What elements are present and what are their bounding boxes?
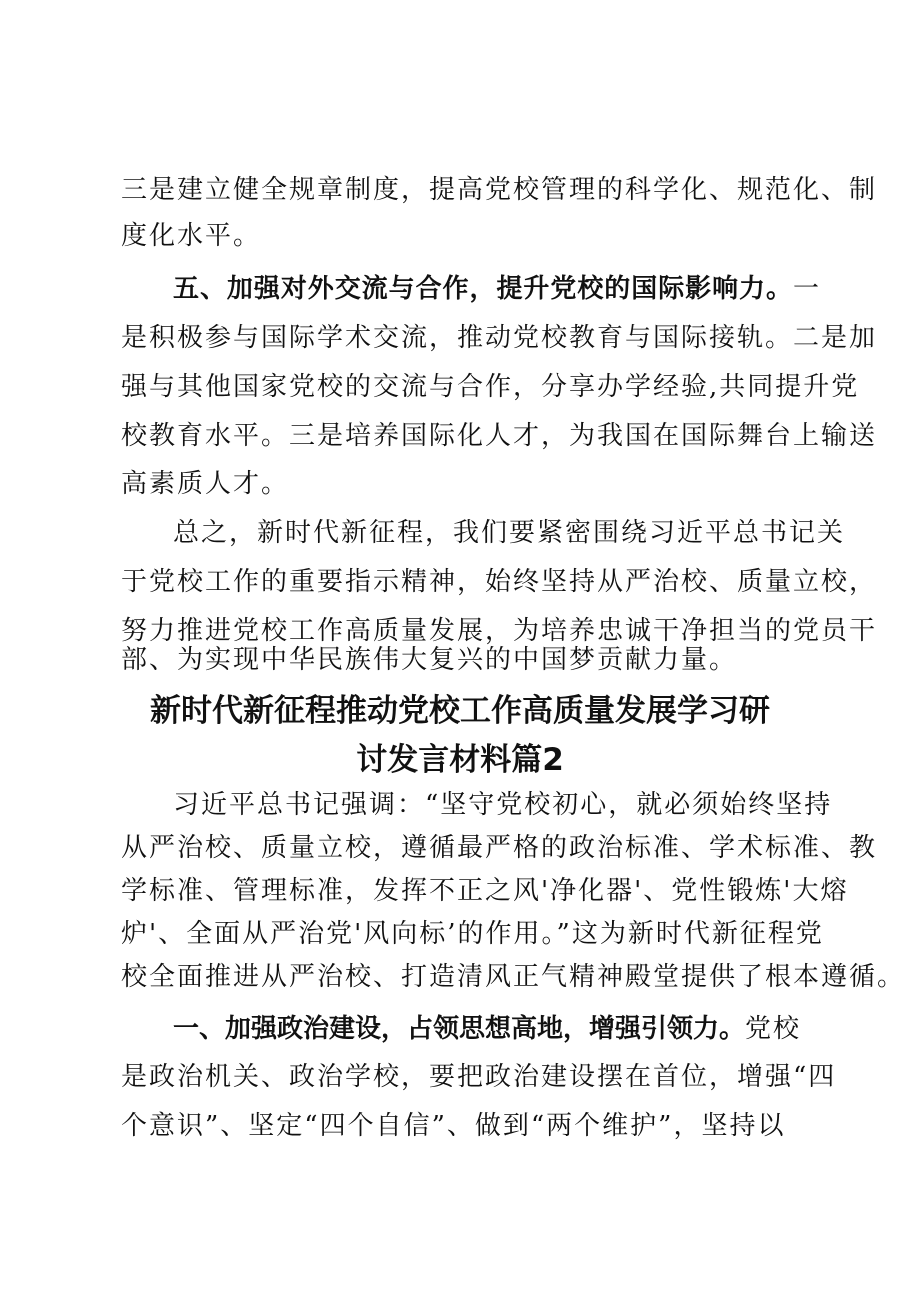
paragraph-text: 一 <box>792 274 821 304</box>
paragraph-line: 三是建立健全规章制度，提高党校管理的科学化、规范化、制 <box>121 175 878 205</box>
paragraph-line: 于党校工作的重要指示精神，始终坚持从严治校、质量立校， <box>121 567 878 597</box>
paragraph-line: 个意识”、坚定“四个自信”、做到“两个维护”，坚持以 <box>121 1111 786 1141</box>
paragraph-line: 炉'、全面从严治党'风向标’的作用。”这为新时代新征程党 <box>121 919 824 949</box>
paragraph-line <box>173 1009 833 1049</box>
paragraph-line: 校全面推进从严治校、打造清风正气精神殿堂提供了根本遵循。 <box>121 962 906 992</box>
paragraph-line: 是政治机关、政治学校，要把政治建设摆在首位，增强“四 <box>121 1062 837 1092</box>
paragraph-text: 党校 <box>745 1014 802 1044</box>
section-heading: 五、加强对外交流与合作，提升党校的国际影响力。 <box>173 274 793 304</box>
paragraph-line <box>173 269 821 309</box>
paragraph-line: 部、为实现中华民族伟大复兴的中国梦贡献力量。 <box>121 645 738 675</box>
paragraph-line: 度化水平。 <box>121 221 262 251</box>
paragraph-line: 学标准、管理标准，发挥不正之风'净化器'、党性锻炼'大熔 <box>121 876 849 906</box>
paragraph-line: 是积极参与国际学术交流，推动党校教育与国际接轨。二是加 <box>121 323 878 353</box>
paragraph-line: 总之，新时代新征程，我们要紧密围绕习近平总书记关 <box>173 518 846 548</box>
document-title: 讨发言材料篇2 <box>356 742 564 778</box>
paragraph-line: 努力推进党校工作高质量发展，为培养忠诚干净担当的党员干 <box>121 616 878 646</box>
paragraph-line: 习近平总书记强调：“坚守党校初心，就必须始终坚持 <box>173 790 833 820</box>
paragraph-line: 强与其他国家党校的交流与合作，分享办学经验,共同提升党 <box>121 372 860 402</box>
paragraph-line: 从严治校、质量立校，遵循最严格的政治标准、学术标准、教 <box>121 833 878 863</box>
section-heading: 一、加强政治建设，占领思想高地，增强引领力。 <box>173 1014 746 1044</box>
paragraph-line: 高素质人才。 <box>121 469 290 499</box>
paragraph-line: 校教育水平。三是培养国际化人才，为我国在国际舞台上输送 <box>121 421 878 451</box>
document-title: 新时代新征程推动党校工作高质量发展学习研 <box>150 693 770 729</box>
